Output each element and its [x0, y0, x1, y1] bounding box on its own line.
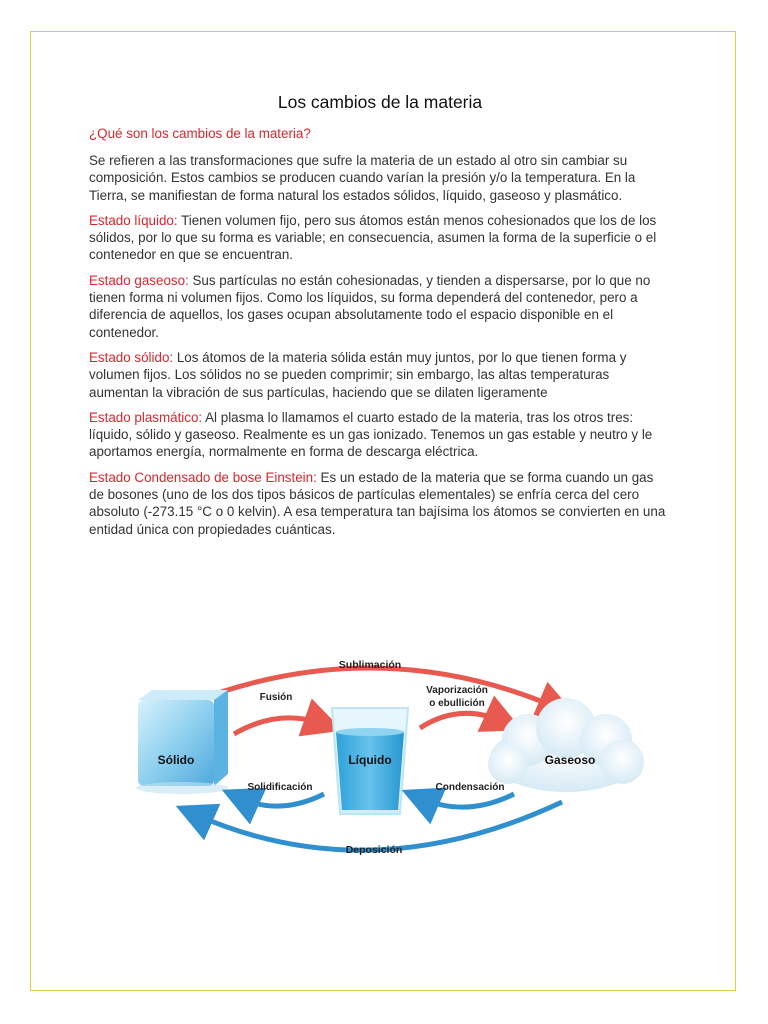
condensation-arrow [420, 794, 514, 807]
state-plasma-paragraph [89, 409, 671, 461]
solid-ice-cube [136, 690, 228, 794]
state-solid-paragraph [89, 349, 671, 401]
vaporization-arrow [420, 713, 504, 728]
section-question: ¿Qué son los cambios de la materia? [89, 126, 311, 141]
state-bec-paragraph [89, 469, 671, 538]
solid-label: Sólido [157, 753, 195, 767]
state-bec-label: Estado Condensado de bose Einstein: [89, 469, 317, 485]
state-liquid-paragraph [89, 212, 671, 264]
state-plasma-label: Estado plasmático: [89, 409, 203, 425]
gas-label: Gaseoso [544, 753, 596, 767]
state-liquid-label: Estado líquido: [89, 212, 178, 228]
fusion-arrow [234, 718, 324, 734]
sublimation-label: Sublimación [338, 659, 402, 671]
condensation-label: Condensación [435, 782, 505, 793]
state-bec-text: Es un estado de la materia que se forma cuando un gas de bosones (uno de los dos tipos básicos de partículas elementales) se enfría cerca del cero absoluto (-273.15 °C o 0 kelvin). A esa temperatura tan bajísima los átomos se convierten en una entidad única con propiedades cuánticas. [89, 469, 666, 537]
state-solid-text: Los átomos de la materia sólida están muy juntos, por lo que tienen forma y volumen fijos. Los sólidos no se pueden comprimir; sin embargo, las altas temperaturas aumentan la vibración de sus partículas, haciendo que se dilaten ligeramente [89, 349, 627, 400]
state-liquid-text: Tienen volumen fijo, pero sus átomos están menos cohesionados que los de los sólidos, por lo que su forma es variable; en consecuencia, asumen la forma de la superficie o el contenedor en que se encuentran. [89, 212, 657, 263]
fusion-label: Fusión [259, 692, 293, 703]
deposition-label: Deposición [345, 844, 403, 856]
solidification-label: Solidificación [247, 782, 313, 793]
vaporization-label-line2: o ebullición [429, 698, 485, 709]
state-plasma-text: Al plasma lo llamamos el cuarto estado de la materia, tras los otros tres: líquido, sólido y gaseoso. Realmente es un gas ionizado. Tenemos un gas estable y neutro y le aportamos energía, normalmente en forma de descarga eléctrica. [89, 409, 653, 460]
state-gas-text: Sus partículas no están cohesionadas, y tienden a dispersarse, por lo que no tienen forma ni volumen fijos. Como los líquidos, su forma dependerá del contenedor, pero a diferencia de aquellos, los gases ocupan absolutamente todo el espacio disponible en el contenedor. [89, 272, 651, 340]
state-solid-label: Estado sólido: [89, 349, 174, 365]
intro-paragraph: Se refieren a las transformaciones que sufre la materia de un estado al otro sin cambiar su composición. Estos cambios se producen cuando varían la presión y/o la temperatura. En la Tierra, se manifiestan de forma natural los estados sólidos, líquido, gaseoso y plasmático. [89, 153, 636, 203]
sublimation-arrow [178, 668, 558, 708]
vaporization-label-line1: Vaporización [426, 685, 488, 696]
state-gas-paragraph [89, 272, 671, 341]
states-of-matter-diagram [130, 648, 650, 866]
gas-cloud [488, 698, 644, 792]
document-body [89, 92, 671, 546]
liquid-label: Líquido [348, 753, 392, 767]
solidification-arrow [240, 794, 324, 806]
state-gas-label: Estado gaseoso: [89, 272, 189, 288]
page-title: Los cambios de la materia [277, 92, 483, 112]
